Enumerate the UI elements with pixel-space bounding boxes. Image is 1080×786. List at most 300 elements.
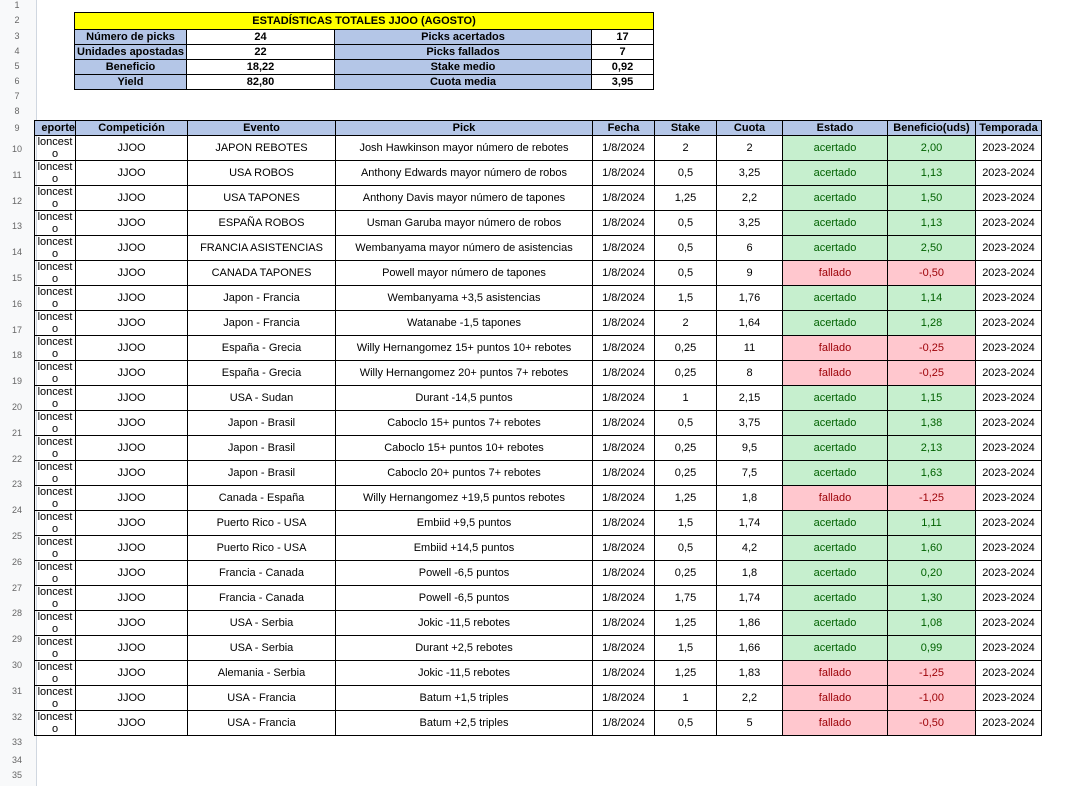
cell-cuota[interactable]: 3,25 [717, 211, 783, 236]
column-header[interactable]: eporte [35, 121, 76, 136]
cell-competicion[interactable]: JJOO [76, 136, 188, 161]
cell-stake[interactable]: 1,25 [655, 661, 717, 686]
cell-stake[interactable]: 0,5 [655, 211, 717, 236]
cell-evento[interactable]: USA - Sudan [188, 386, 336, 411]
summary-label[interactable]: Picks acertados [335, 30, 592, 45]
cell-beneficio[interactable]: 1,15 [888, 386, 976, 411]
cell-competicion[interactable]: JJOO [76, 186, 188, 211]
cell-competicion[interactable]: JJOO [76, 461, 188, 486]
cell-temporada[interactable]: 2023-2024 [976, 311, 1042, 336]
cell-beneficio[interactable]: 2,00 [888, 136, 976, 161]
cell-cuota[interactable]: 1,76 [717, 286, 783, 311]
cell-competicion[interactable]: JJOO [76, 386, 188, 411]
cell-fecha[interactable]: 1/8/2024 [593, 186, 655, 211]
cell-beneficio[interactable]: -0,25 [888, 361, 976, 386]
cell-competicion[interactable]: JJOO [76, 661, 188, 686]
column-header[interactable]: Stake [655, 121, 717, 136]
row-number[interactable]: 17 [11, 324, 22, 335]
cell-temporada[interactable]: 2023-2024 [976, 661, 1042, 686]
cell-estado[interactable]: acertado [783, 386, 888, 411]
cell-fecha[interactable]: 1/8/2024 [593, 511, 655, 536]
row-number[interactable]: 33 [11, 737, 22, 748]
cell-fecha[interactable]: 1/8/2024 [593, 711, 655, 736]
cell-fecha[interactable]: 1/8/2024 [593, 486, 655, 511]
cell-cuota[interactable]: 1,86 [717, 611, 783, 636]
cell-temporada[interactable]: 2023-2024 [976, 161, 1042, 186]
cell-competicion[interactable]: JJOO [76, 261, 188, 286]
cell-deporte[interactable] [35, 436, 76, 461]
row-number[interactable]: 18 [11, 350, 22, 361]
cell-fecha[interactable]: 1/8/2024 [593, 636, 655, 661]
row-number[interactable]: 2 [14, 15, 20, 25]
cell-fecha[interactable]: 1/8/2024 [593, 611, 655, 636]
cell-deporte[interactable] [35, 486, 76, 511]
row-number[interactable]: 19 [11, 376, 22, 387]
cell-competicion[interactable]: JJOO [76, 336, 188, 361]
cell-temporada[interactable]: 2023-2024 [976, 386, 1042, 411]
cell-pick[interactable]: Watanabe -1,5 tapones [336, 311, 593, 336]
cell-beneficio[interactable]: -0,25 [888, 336, 976, 361]
cell-beneficio[interactable]: 1,50 [888, 186, 976, 211]
cell-estado[interactable]: acertado [783, 511, 888, 536]
cell-evento[interactable]: USA TAPONES [188, 186, 336, 211]
cell-stake[interactable]: 1,5 [655, 636, 717, 661]
cell-fecha[interactable]: 1/8/2024 [593, 586, 655, 611]
cell-deporte[interactable] [35, 211, 76, 236]
cell-evento[interactable]: Canada - España [188, 486, 336, 511]
cell-beneficio[interactable]: 2,50 [888, 236, 976, 261]
cell-fecha[interactable]: 1/8/2024 [593, 411, 655, 436]
summary-value[interactable]: 3,95 [592, 75, 654, 90]
cell-deporte[interactable] [35, 136, 76, 161]
cell-cuota[interactable]: 3,25 [717, 161, 783, 186]
cell-cuota[interactable]: 1,8 [717, 561, 783, 586]
cell-pick[interactable]: Wembanyama +3,5 asistencias [336, 286, 593, 311]
cell-fecha[interactable]: 1/8/2024 [593, 161, 655, 186]
cell-pick[interactable]: Batum +2,5 triples [336, 711, 593, 736]
cell-estado[interactable]: acertado [783, 586, 888, 611]
summary-label[interactable]: Yield [75, 75, 187, 90]
cell-stake[interactable]: 0,5 [655, 711, 717, 736]
cell-stake[interactable]: 1 [655, 686, 717, 711]
cell-cuota[interactable]: 1,66 [717, 636, 783, 661]
cell-pick[interactable]: Willy Hernangomez +19,5 puntos rebotes [336, 486, 593, 511]
cell-competicion[interactable]: JJOO [76, 211, 188, 236]
cell-beneficio[interactable]: 0,20 [888, 561, 976, 586]
cell-estado[interactable]: acertado [783, 286, 888, 311]
cell-temporada[interactable]: 2023-2024 [976, 511, 1042, 536]
cell-evento[interactable]: España - Grecia [188, 361, 336, 386]
cell-fecha[interactable]: 1/8/2024 [593, 436, 655, 461]
cell-fecha[interactable]: 1/8/2024 [593, 311, 655, 336]
cell-evento[interactable]: USA - Francia [188, 711, 336, 736]
cell-pick[interactable]: Powell mayor número de tapones [336, 261, 593, 286]
cell-fecha[interactable]: 1/8/2024 [593, 236, 655, 261]
column-header[interactable]: Temporada [976, 121, 1042, 136]
cell-stake[interactable]: 0,5 [655, 536, 717, 561]
cell-competicion[interactable]: JJOO [76, 161, 188, 186]
column-header[interactable]: Cuota [717, 121, 783, 136]
cell-deporte[interactable] [35, 711, 76, 736]
cell-stake[interactable]: 2 [655, 136, 717, 161]
cell-temporada[interactable]: 2023-2024 [976, 236, 1042, 261]
cell-pick[interactable]: Caboclo 15+ puntos 7+ rebotes [336, 411, 593, 436]
cell-temporada[interactable]: 2023-2024 [976, 536, 1042, 561]
cell-deporte[interactable] [35, 311, 76, 336]
cell-deporte[interactable] [35, 561, 76, 586]
summary-value[interactable]: 22 [187, 45, 335, 60]
cell-temporada[interactable]: 2023-2024 [976, 686, 1042, 711]
cell-deporte[interactable] [35, 686, 76, 711]
row-number[interactable]: 34 [11, 755, 22, 765]
cell-cuota[interactable]: 5 [717, 711, 783, 736]
cell-evento[interactable]: ESPAÑA ROBOS [188, 211, 336, 236]
cell-cuota[interactable]: 2 [717, 136, 783, 161]
summary-value[interactable]: 17 [592, 30, 654, 45]
cell-pick[interactable]: Josh Hawkinson mayor número de rebotes [336, 136, 593, 161]
cell-estado[interactable]: acertado [783, 436, 888, 461]
cell-deporte[interactable] [35, 461, 76, 486]
cell-beneficio[interactable]: 1,08 [888, 611, 976, 636]
cell-estado[interactable]: acertado [783, 186, 888, 211]
cell-pick[interactable]: Wembanyama mayor número de asistencias [336, 236, 593, 261]
row-number[interactable]: 27 [11, 582, 22, 593]
cell-temporada[interactable]: 2023-2024 [976, 211, 1042, 236]
cell-evento[interactable]: Japon - Brasil [188, 461, 336, 486]
cell-beneficio[interactable]: 1,38 [888, 411, 976, 436]
cell-cuota[interactable]: 1,8 [717, 486, 783, 511]
cell-competicion[interactable]: JJOO [76, 611, 188, 636]
cell-cuota[interactable]: 1,74 [717, 511, 783, 536]
cell-beneficio[interactable]: 1,63 [888, 461, 976, 486]
cell-evento[interactable]: Puerto Rico - USA [188, 536, 336, 561]
cell-deporte[interactable] [35, 186, 76, 211]
row-number[interactable]: 8 [14, 106, 20, 116]
cell-temporada[interactable]: 2023-2024 [976, 586, 1042, 611]
cell-estado[interactable]: acertado [783, 561, 888, 586]
cell-cuota[interactable]: 3,75 [717, 411, 783, 436]
cell-evento[interactable]: USA - Serbia [188, 611, 336, 636]
cell-fecha[interactable]: 1/8/2024 [593, 536, 655, 561]
cell-competicion[interactable]: JJOO [76, 411, 188, 436]
cell-competicion[interactable]: JJOO [76, 361, 188, 386]
cell-temporada[interactable]: 2023-2024 [976, 486, 1042, 511]
cell-estado[interactable]: fallado [783, 336, 888, 361]
row-number[interactable]: 21 [11, 427, 22, 438]
cell-temporada[interactable]: 2023-2024 [976, 711, 1042, 736]
row-number[interactable]: 10 [11, 144, 22, 154]
cell-pick[interactable]: Willy Hernangomez 20+ puntos 7+ rebotes [336, 361, 593, 386]
column-header[interactable]: Estado [783, 121, 888, 136]
summary-value[interactable]: 18,22 [187, 60, 335, 75]
row-number[interactable]: 16 [11, 298, 22, 309]
cell-estado[interactable]: fallado [783, 711, 888, 736]
cell-cuota[interactable]: 6 [717, 236, 783, 261]
cell-evento[interactable]: Japon - Francia [188, 286, 336, 311]
cell-stake[interactable]: 1,5 [655, 286, 717, 311]
cell-cuota[interactable]: 4,2 [717, 536, 783, 561]
summary-label[interactable]: Cuota media [335, 75, 592, 90]
cell-cuota[interactable]: 9 [717, 261, 783, 286]
cell-pick[interactable]: Durant -14,5 puntos [336, 386, 593, 411]
cell-evento[interactable]: USA ROBOS [188, 161, 336, 186]
cell-pick[interactable]: Anthony Davis mayor número de tapones [336, 186, 593, 211]
row-number[interactable]: 11 [12, 169, 22, 180]
cell-competicion[interactable]: JJOO [76, 561, 188, 586]
cell-beneficio[interactable]: 1,13 [888, 161, 976, 186]
cell-cuota[interactable]: 1,83 [717, 661, 783, 686]
cell-beneficio[interactable]: 1,28 [888, 311, 976, 336]
cell-pick[interactable]: Embiid +14,5 puntos [336, 536, 593, 561]
row-number[interactable]: 15 [11, 273, 22, 283]
cell-stake[interactable]: 1 [655, 386, 717, 411]
cell-estado[interactable]: fallado [783, 486, 888, 511]
cell-evento[interactable]: Puerto Rico - USA [188, 511, 336, 536]
cell-deporte[interactable] [35, 161, 76, 186]
cell-deporte[interactable] [35, 536, 76, 561]
column-header[interactable]: Evento [188, 121, 336, 136]
cell-evento[interactable]: Japon - Brasil [188, 411, 336, 436]
cell-deporte[interactable] [35, 611, 76, 636]
cell-stake[interactable]: 0,5 [655, 236, 717, 261]
cell-cuota[interactable]: 9,5 [717, 436, 783, 461]
cell-beneficio[interactable]: -1,25 [888, 486, 976, 511]
summary-label[interactable]: Unidades apostadas [75, 45, 187, 60]
cell-estado[interactable]: acertado [783, 161, 888, 186]
cell-estado[interactable]: acertado [783, 211, 888, 236]
cell-pick[interactable]: Powell -6,5 puntos [336, 561, 593, 586]
cell-cuota[interactable]: 11 [717, 336, 783, 361]
cell-fecha[interactable]: 1/8/2024 [593, 686, 655, 711]
summary-value[interactable]: 7 [592, 45, 654, 60]
cell-stake[interactable]: 0,5 [655, 411, 717, 436]
cell-pick[interactable]: Embiid +9,5 puntos [336, 511, 593, 536]
cell-competicion[interactable]: JJOO [76, 586, 188, 611]
cell-stake[interactable]: 0,25 [655, 336, 717, 361]
summary-label[interactable]: Beneficio [75, 60, 187, 75]
row-number[interactable]: 12 [11, 195, 22, 206]
row-number[interactable]: 7 [14, 91, 20, 101]
row-number[interactable]: 29 [11, 634, 22, 645]
cell-deporte[interactable] [35, 236, 76, 261]
cell-fecha[interactable]: 1/8/2024 [593, 561, 655, 586]
cell-stake[interactable]: 1,25 [655, 611, 717, 636]
cell-competicion[interactable]: JJOO [76, 486, 188, 511]
cell-estado[interactable]: fallado [783, 261, 888, 286]
row-number[interactable]: 20 [11, 402, 22, 412]
row-number[interactable]: 4 [14, 46, 20, 56]
cell-temporada[interactable]: 2023-2024 [976, 636, 1042, 661]
cell-estado[interactable]: fallado [783, 686, 888, 711]
cell-temporada[interactable]: 2023-2024 [976, 461, 1042, 486]
cell-estado[interactable]: acertado [783, 136, 888, 161]
row-number[interactable]: 28 [11, 608, 22, 619]
cell-competicion[interactable]: JJOO [76, 686, 188, 711]
cell-stake[interactable]: 1,5 [655, 511, 717, 536]
cell-stake[interactable]: 1,25 [655, 186, 717, 211]
cell-deporte[interactable] [35, 511, 76, 536]
row-number[interactable]: 25 [11, 531, 22, 541]
cell-evento[interactable]: JAPON REBOTES [188, 136, 336, 161]
cell-deporte[interactable] [35, 286, 76, 311]
cell-fecha[interactable]: 1/8/2024 [593, 661, 655, 686]
cell-cuota[interactable]: 2,2 [717, 686, 783, 711]
summary-value[interactable]: 82,80 [187, 75, 335, 90]
cell-cuota[interactable]: 8 [717, 361, 783, 386]
column-header[interactable]: Competición [76, 121, 188, 136]
cell-competicion[interactable]: JJOO [76, 536, 188, 561]
cell-evento[interactable]: Japon - Francia [188, 311, 336, 336]
cell-deporte[interactable] [35, 261, 76, 286]
cell-stake[interactable]: 0,25 [655, 361, 717, 386]
row-number[interactable]: 14 [11, 247, 22, 258]
cell-beneficio[interactable]: 1,30 [888, 586, 976, 611]
cell-temporada[interactable]: 2023-2024 [976, 261, 1042, 286]
cell-beneficio[interactable]: 1,14 [888, 286, 976, 311]
row-number[interactable]: 1 [14, 0, 20, 10]
cell-deporte[interactable] [35, 336, 76, 361]
cell-fecha[interactable]: 1/8/2024 [593, 461, 655, 486]
cell-estado[interactable]: acertado [783, 236, 888, 261]
cell-pick[interactable]: Caboclo 15+ puntos 10+ rebotes [336, 436, 593, 461]
cell-competicion[interactable]: JJOO [76, 311, 188, 336]
cell-competicion[interactable]: JJOO [76, 511, 188, 536]
cell-pick[interactable]: Powell -6,5 puntos [336, 586, 593, 611]
row-number[interactable]: 9 [14, 123, 20, 133]
cell-evento[interactable]: España - Grecia [188, 336, 336, 361]
cell-stake[interactable]: 1,75 [655, 586, 717, 611]
row-number[interactable]: 6 [14, 76, 20, 86]
row-number[interactable]: 13 [11, 221, 22, 232]
row-number[interactable]: 35 [11, 770, 22, 780]
cell-estado[interactable]: fallado [783, 361, 888, 386]
column-header[interactable]: Pick [336, 121, 593, 136]
cell-temporada[interactable]: 2023-2024 [976, 411, 1042, 436]
cell-pick[interactable]: Usman Garuba mayor número de robos [336, 211, 593, 236]
cell-beneficio[interactable]: 1,13 [888, 211, 976, 236]
cell-deporte[interactable] [35, 411, 76, 436]
cell-evento[interactable]: Francia - Canada [188, 561, 336, 586]
column-header[interactable]: Beneficio(uds) [888, 121, 976, 136]
cell-temporada[interactable]: 2023-2024 [976, 286, 1042, 311]
cell-competicion[interactable]: JJOO [76, 636, 188, 661]
cell-deporte[interactable] [35, 586, 76, 611]
cell-pick[interactable]: Jokic -11,5 rebotes [336, 611, 593, 636]
cell-evento[interactable]: USA - Francia [188, 686, 336, 711]
cell-temporada[interactable]: 2023-2024 [976, 186, 1042, 211]
cell-evento[interactable]: Japon - Brasil [188, 436, 336, 461]
cell-estado[interactable]: acertado [783, 411, 888, 436]
summary-label[interactable]: Stake medio [335, 60, 592, 75]
cell-competicion[interactable]: JJOO [76, 286, 188, 311]
cell-fecha[interactable]: 1/8/2024 [593, 211, 655, 236]
row-number[interactable]: 23 [11, 479, 22, 490]
cell-fecha[interactable]: 1/8/2024 [593, 361, 655, 386]
cell-beneficio[interactable]: 2,13 [888, 436, 976, 461]
cell-temporada[interactable]: 2023-2024 [976, 561, 1042, 586]
cell-beneficio[interactable]: -0,50 [888, 261, 976, 286]
cell-evento[interactable]: Alemania - Serbia [188, 661, 336, 686]
cell-beneficio[interactable]: -1,00 [888, 686, 976, 711]
summary-title[interactable]: ESTADÍSTICAS TOTALES JJOO (AGOSTO) [75, 13, 654, 30]
cell-pick[interactable]: Caboclo 20+ puntos 7+ rebotes [336, 461, 593, 486]
summary-label[interactable]: Número de picks [75, 30, 187, 45]
cell-evento[interactable]: Francia - Canada [188, 586, 336, 611]
cell-temporada[interactable]: 2023-2024 [976, 136, 1042, 161]
cell-stake[interactable]: 0,5 [655, 161, 717, 186]
cell-stake[interactable]: 0,25 [655, 561, 717, 586]
cell-estado[interactable]: acertado [783, 536, 888, 561]
cell-cuota[interactable]: 1,74 [717, 586, 783, 611]
row-number[interactable]: 32 [11, 711, 22, 722]
row-number[interactable]: 24 [11, 505, 22, 516]
cell-estado[interactable]: acertado [783, 461, 888, 486]
cell-evento[interactable]: CANADA TAPONES [188, 261, 336, 286]
cell-pick[interactable]: Durant +2,5 rebotes [336, 636, 593, 661]
cell-evento[interactable]: FRANCIA ASISTENCIAS [188, 236, 336, 261]
cell-temporada[interactable]: 2023-2024 [976, 361, 1042, 386]
cell-fecha[interactable]: 1/8/2024 [593, 336, 655, 361]
summary-value[interactable]: 24 [187, 30, 335, 45]
cell-pick[interactable]: Willy Hernangomez 15+ puntos 10+ rebotes [336, 336, 593, 361]
row-number[interactable]: 3 [14, 31, 20, 41]
row-number[interactable]: 5 [14, 61, 20, 71]
cell-beneficio[interactable]: -1,25 [888, 661, 976, 686]
row-number[interactable]: 26 [11, 556, 22, 567]
cell-competicion[interactable]: JJOO [76, 236, 188, 261]
cell-fecha[interactable]: 1/8/2024 [593, 261, 655, 286]
cell-estado[interactable]: acertado [783, 636, 888, 661]
cell-competicion[interactable]: JJOO [76, 711, 188, 736]
cell-deporte[interactable] [35, 361, 76, 386]
cell-pick[interactable]: Jokic -11,5 rebotes [336, 661, 593, 686]
summary-value[interactable]: 0,92 [592, 60, 654, 75]
cell-stake[interactable]: 1,25 [655, 486, 717, 511]
column-header[interactable]: Fecha [593, 121, 655, 136]
cell-deporte[interactable] [35, 386, 76, 411]
row-number[interactable]: 22 [11, 453, 22, 464]
cell-cuota[interactable]: 1,64 [717, 311, 783, 336]
cell-beneficio[interactable]: 0,99 [888, 636, 976, 661]
cell-pick[interactable]: Anthony Edwards mayor número de robos [336, 161, 593, 186]
cell-cuota[interactable]: 2,15 [717, 386, 783, 411]
cell-cuota[interactable]: 7,5 [717, 461, 783, 486]
cell-beneficio[interactable]: -0,50 [888, 711, 976, 736]
cell-stake[interactable]: 0,25 [655, 436, 717, 461]
row-number[interactable]: 30 [11, 660, 22, 670]
cell-fecha[interactable]: 1/8/2024 [593, 386, 655, 411]
cell-fecha[interactable]: 1/8/2024 [593, 136, 655, 161]
cell-estado[interactable]: acertado [783, 311, 888, 336]
cell-deporte[interactable] [35, 636, 76, 661]
cell-beneficio[interactable]: 1,11 [888, 511, 976, 536]
cell-estado[interactable]: acertado [783, 611, 888, 636]
cell-pick[interactable]: Batum +1,5 triples [336, 686, 593, 711]
cell-stake[interactable]: 2 [655, 311, 717, 336]
cell-fecha[interactable]: 1/8/2024 [593, 286, 655, 311]
cell-estado[interactable]: fallado [783, 661, 888, 686]
cell-competicion[interactable]: JJOO [76, 436, 188, 461]
cell-deporte[interactable] [35, 661, 76, 686]
cell-temporada[interactable]: 2023-2024 [976, 336, 1042, 361]
cell-cuota[interactable]: 2,2 [717, 186, 783, 211]
cell-beneficio[interactable]: 1,60 [888, 536, 976, 561]
row-number[interactable]: 31 [11, 685, 22, 696]
cell-evento[interactable]: USA - Serbia [188, 636, 336, 661]
cell-stake[interactable]: 0,25 [655, 461, 717, 486]
cell-stake[interactable]: 0,5 [655, 261, 717, 286]
cell-temporada[interactable]: 2023-2024 [976, 436, 1042, 461]
